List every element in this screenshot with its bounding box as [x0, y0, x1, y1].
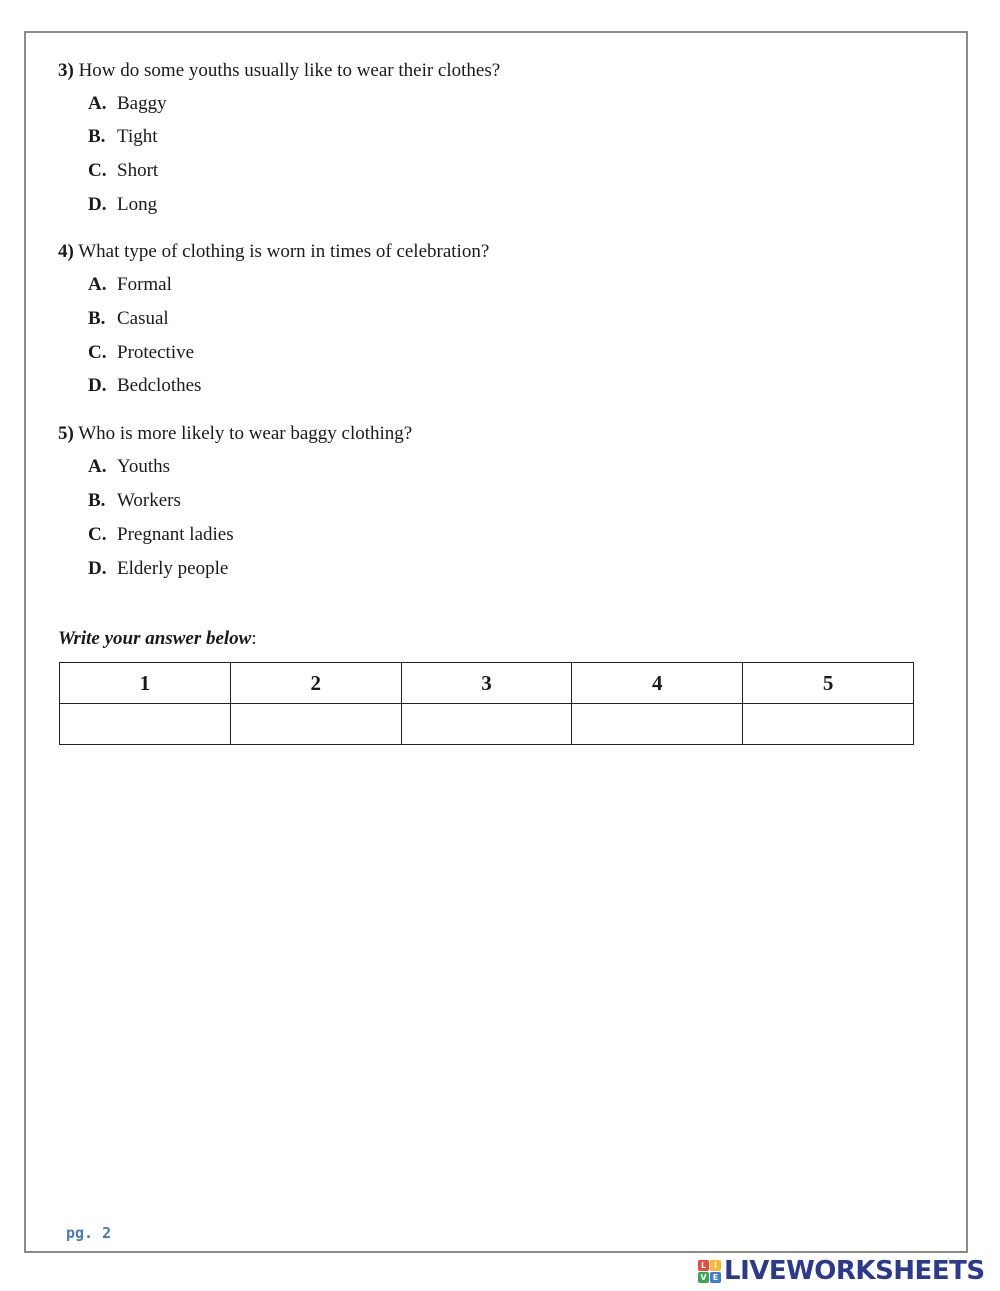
question-text: What type of clothing is worn in times of celebration?: [78, 241, 490, 262]
answer-cell-3[interactable]: [401, 704, 572, 745]
option-text: Pregnant ladies: [117, 524, 234, 545]
question-number: 4): [58, 241, 74, 262]
option-text: Formal: [117, 274, 172, 295]
option-letter: D.: [88, 558, 107, 579]
question-3: [58, 59, 500, 83]
instruction-text: Write your answer below: [58, 628, 252, 649]
question-5-option-c[interactable]: [88, 523, 234, 547]
brand-name: LIVEWORKSHEETS: [724, 1256, 985, 1286]
option-text: Baggy: [117, 93, 167, 114]
option-text: Elderly people: [117, 558, 229, 579]
question-3-option-a[interactable]: [88, 92, 167, 116]
answer-cell-2[interactable]: [230, 704, 401, 745]
option-text: Short: [117, 160, 159, 181]
answer-cell-1[interactable]: [60, 704, 231, 745]
logo-letter-l: L: [698, 1260, 709, 1271]
answer-instruction: [58, 627, 257, 651]
option-letter: A.: [88, 456, 107, 477]
answer-table-input-row: [60, 704, 914, 745]
question-5-option-a[interactable]: [88, 455, 170, 479]
answer-header-2: 2: [230, 663, 401, 704]
instruction-suffix: :: [251, 628, 257, 649]
option-letter: A.: [88, 274, 107, 295]
option-text: Casual: [117, 308, 169, 329]
question-5-option-b[interactable]: [88, 489, 181, 513]
question-4-option-b[interactable]: [88, 307, 169, 331]
answer-cell-4[interactable]: [572, 704, 743, 745]
option-text: Long: [117, 194, 158, 215]
question-3-option-c[interactable]: [88, 159, 158, 183]
question-3-option-b[interactable]: [88, 125, 158, 149]
option-letter: C.: [88, 524, 107, 545]
option-letter: A.: [88, 93, 107, 114]
page-number: pg. 2: [66, 1224, 112, 1242]
question-5-option-d[interactable]: [88, 557, 228, 581]
answer-header-5: 5: [743, 663, 914, 704]
option-text: Tight: [117, 126, 158, 147]
answer-cell-5[interactable]: [743, 704, 914, 745]
answer-header-1: 1: [60, 663, 231, 704]
option-letter: B.: [88, 126, 106, 147]
option-letter: D.: [88, 375, 107, 396]
logo-letter-e: E: [710, 1272, 721, 1283]
liveworksheets-logo[interactable]: [698, 1256, 985, 1286]
option-letter: B.: [88, 308, 106, 329]
brand-logo-icon: [698, 1260, 721, 1283]
question-text: How do some youths usually like to wear their clothes?: [78, 60, 501, 81]
option-text: Workers: [117, 490, 181, 511]
answer-table-header-row: [60, 663, 914, 704]
answer-header-4: 4: [572, 663, 743, 704]
question-4-option-a[interactable]: [88, 273, 172, 297]
question-3-option-d[interactable]: [88, 193, 157, 217]
option-letter: D.: [88, 194, 107, 215]
option-text: Youths: [117, 456, 170, 477]
question-5: [58, 422, 412, 446]
option-text: Bedclothes: [117, 375, 202, 396]
option-text: Protective: [117, 342, 195, 363]
question-number: 5): [58, 423, 74, 444]
question-4-option-d[interactable]: [88, 374, 201, 398]
logo-letter-v: V: [698, 1272, 709, 1283]
option-letter: C.: [88, 342, 107, 363]
option-letter: C.: [88, 160, 107, 181]
question-number: 3): [58, 60, 74, 81]
option-letter: B.: [88, 490, 106, 511]
question-4: [58, 240, 489, 264]
question-text: Who is more likely to wear baggy clothing?: [78, 423, 413, 444]
answer-header-3: 3: [401, 663, 572, 704]
answer-table: [59, 662, 914, 745]
question-4-option-c[interactable]: [88, 341, 194, 365]
logo-letter-i: I: [710, 1260, 721, 1271]
